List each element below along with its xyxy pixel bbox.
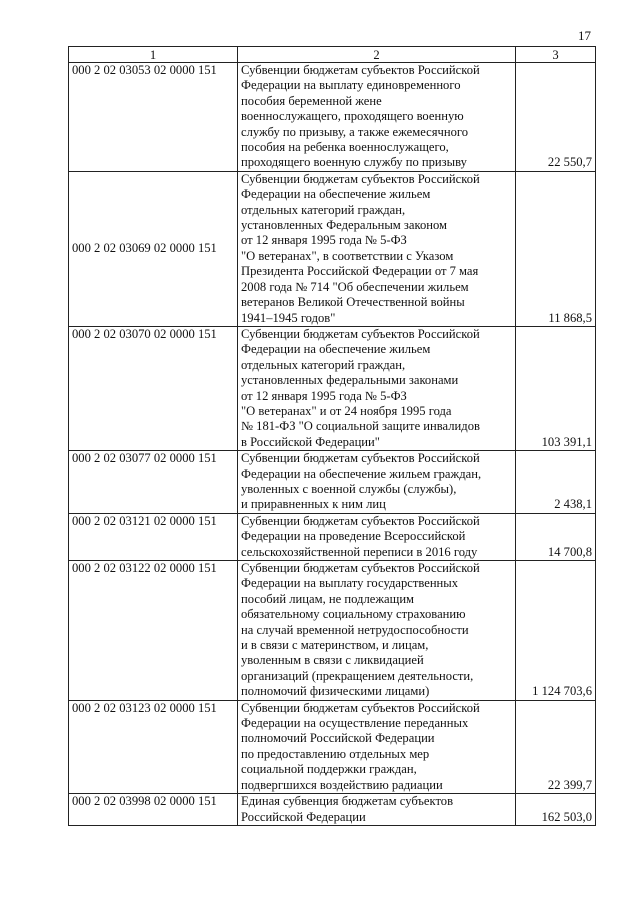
table-row [69,513,596,560]
row-amount: 2 438,1 [516,451,596,514]
row-amount: 103 391,1 [516,326,596,450]
column-header-description: 2 [238,47,516,63]
row-description: Субвенции бюджетам субъектов Российской Федерации на осуществление переданных полномочий Российской Федерации по предоставлению отдельных мер социальной поддержки граждан, подвергшихся воздействию радиации [238,700,516,793]
row-code: 000 2 02 03070 02 0000 151 [69,326,238,450]
column-header-amount: 3 [516,47,596,63]
budget-table [68,46,596,826]
row-code: 000 2 02 03077 02 0000 151 [69,451,238,514]
row-code: 000 2 02 03053 02 0000 151 [69,63,238,172]
row-amount: 14 700,8 [516,513,596,560]
row-code: 000 2 02 03123 02 0000 151 [69,700,238,793]
table-row [69,326,596,450]
row-amount: 22 399,7 [516,700,596,793]
row-amount: 162 503,0 [516,794,596,826]
row-description: Субвенции бюджетам субъектов Российской Федерации на выплату государственных пособий лицам, не подлежащим обязательному социальному страхованию на случай временной нетрудоспособности и в связи с материнством, и лицам, уволенным в связи с ликвидацией организаций (прекращением деятельности, полномочий физическими лицами) [238,561,516,701]
table-row [69,171,596,326]
row-description: Субвенции бюджетам субъектов Российской Федерации на обеспечение жильем отдельных категорий граждан, установленных Федеральным законом от 12 января 1995 года № 5-ФЗ "О ветеранах", в соответствии с Указом Президента Российской Федерации от 7 мая 2008 года № 714 "Об обеспечении жильем ветеранов Великой Отечественной войны 1941–1945 годов" [238,171,516,326]
table-header-row [69,47,596,63]
row-amount: 1 124 703,6 [516,561,596,701]
page-number: 17 [578,28,591,43]
table-row [69,794,596,826]
row-code: 000 2 02 03122 02 0000 151 [69,561,238,701]
table-row [69,561,596,701]
row-description: Субвенции бюджетам субъектов Российской Федерации на выплату единовременного пособия беременной жене военнослужащего, проходящего военную службу по призыву, а также ежемесячного пособия на ребенка военнослужащего, проходящего военную службу по призыву [238,63,516,172]
row-code: 000 2 02 03121 02 0000 151 [69,513,238,560]
column-header-code: 1 [69,47,238,63]
table-row [69,451,596,514]
table-row [69,63,596,172]
row-description: Субвенции бюджетам субъектов Российской Федерации на обеспечение жильем отдельных категорий граждан, установленных федеральными законами от 12 января 1995 года № 5-ФЗ "О ветеранах" и от 24 ноября 1995 года № 181-ФЗ "О социальной защите инвалидов в Российской Федерации" [238,326,516,450]
row-description: Субвенции бюджетам субъектов Российской Федерации на обеспечение жильем граждан, уволенных с военной службы (службы), и приравненных к ним лиц [238,451,516,514]
row-amount: 22 550,7 [516,63,596,172]
row-amount: 11 868,5 [516,171,596,326]
row-description: Субвенции бюджетам субъектов Российской Федерации на проведение Всероссийской сельскохозяйственной переписи в 2016 году [238,513,516,560]
row-code: 000 2 02 03069 02 0000 151 [69,171,238,326]
row-description: Единая субвенция бюджетам субъектов Российской Федерации [238,794,516,826]
table-row [69,700,596,793]
row-code: 000 2 02 03998 02 0000 151 [69,794,238,826]
